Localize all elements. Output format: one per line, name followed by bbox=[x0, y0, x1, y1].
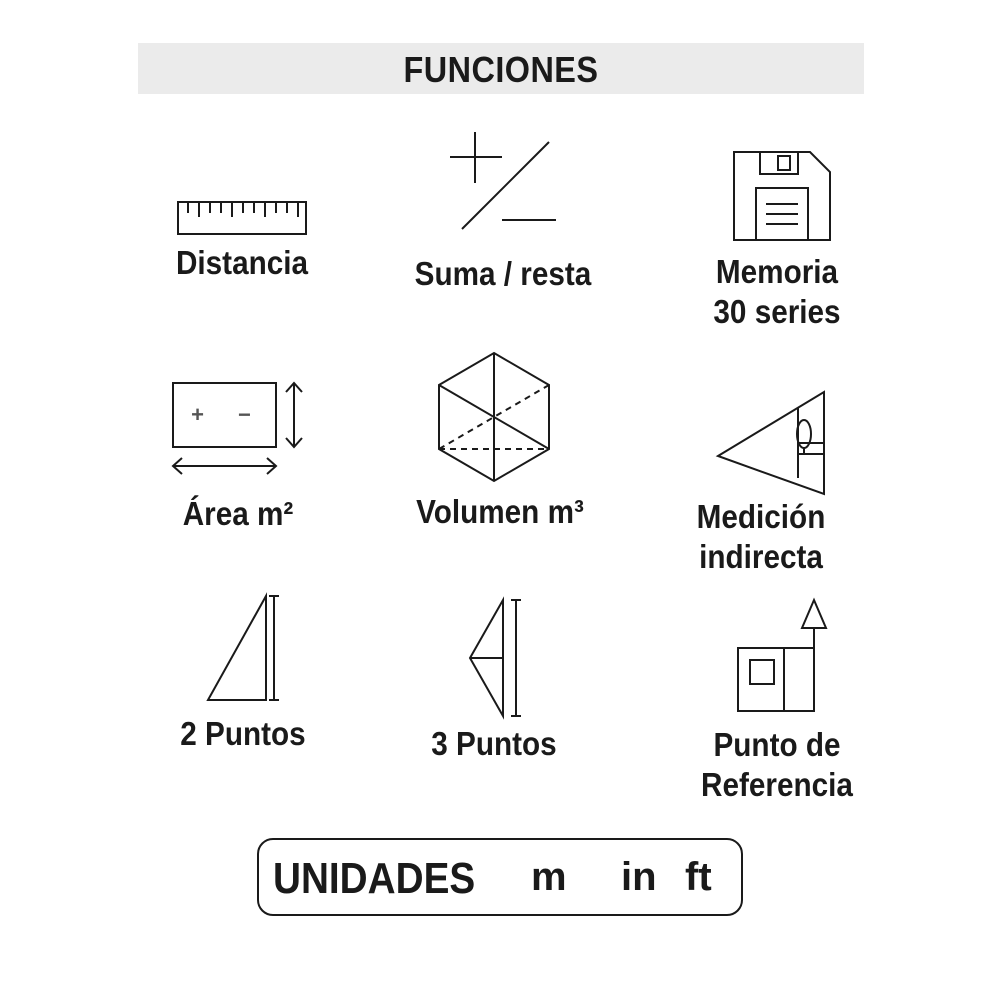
function-label-suma-resta: Suma / resta bbox=[414, 255, 592, 292]
two-point-triangle-icon bbox=[206, 594, 280, 704]
units-title: UNIDADES bbox=[273, 854, 476, 903]
function-label-volumen: Volumen m³ bbox=[416, 493, 584, 530]
header-bar bbox=[138, 43, 864, 94]
function-label-punto-line2: Referencia bbox=[701, 766, 853, 803]
area-rectangle-icon bbox=[170, 380, 308, 480]
unit-meters: m bbox=[531, 855, 567, 899]
cube-icon bbox=[436, 351, 552, 483]
floppy-disk-icon bbox=[732, 150, 832, 242]
reference-point-icon bbox=[736, 596, 828, 714]
page-title: FUNCIONES bbox=[403, 49, 599, 90]
function-label-medicion-line2: indirecta bbox=[699, 538, 823, 575]
function-label-punto-line1: Punto de bbox=[713, 726, 841, 763]
units-box bbox=[257, 838, 743, 916]
unit-inches: in bbox=[621, 855, 657, 899]
function-label-memoria-line1: Memoria bbox=[715, 253, 839, 290]
plus-minus-icon bbox=[448, 130, 558, 232]
indirect-measurement-icon bbox=[716, 390, 826, 496]
area-icon-symbols: + − bbox=[191, 402, 265, 427]
three-point-triangle-icon bbox=[467, 598, 523, 720]
function-label-memoria-line2: 30 series bbox=[713, 293, 841, 330]
ruler-icon bbox=[176, 200, 308, 236]
function-label-3-puntos: 3 Puntos bbox=[431, 725, 557, 762]
function-label-medicion-line1: Medición bbox=[696, 498, 826, 535]
unit-feet: ft bbox=[685, 855, 712, 899]
function-label-2-puntos: 2 Puntos bbox=[180, 715, 306, 752]
function-label-distancia: Distancia bbox=[175, 244, 309, 281]
function-label-area: Área m² bbox=[182, 495, 294, 532]
